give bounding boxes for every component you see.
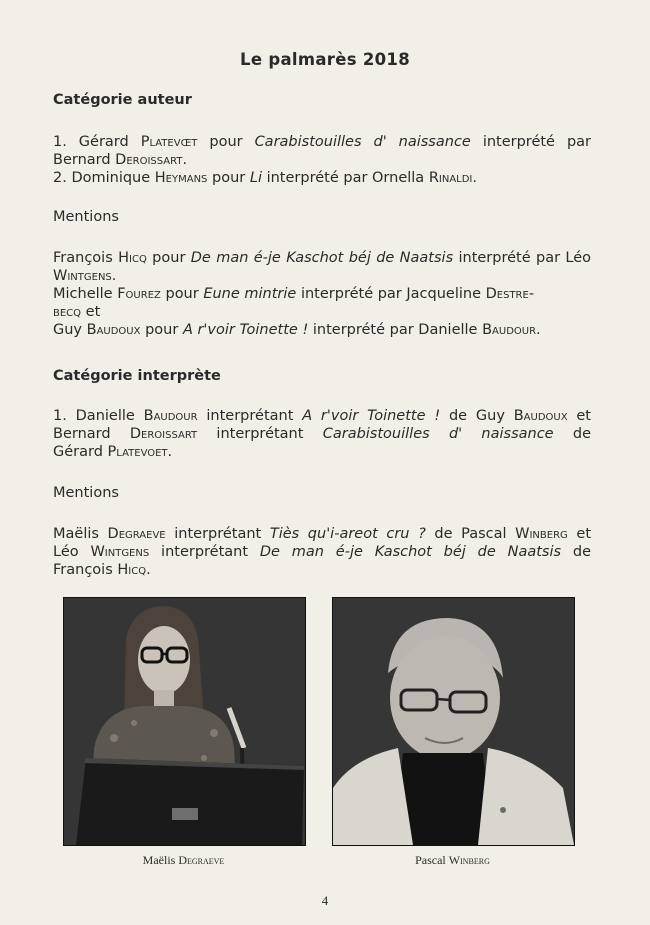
interpreter-category-heading: Catégorie interprète (53, 368, 221, 384)
author-winners-list (53, 133, 591, 187)
caption-right: Pascal Winberg (415, 853, 490, 867)
author-winner-2: 2. Dominique Heymans pour Li interprété par Ornella Rinaldi. (53, 170, 477, 186)
photo-maelis-degraeve (63, 597, 306, 846)
author-mention-3: Guy Baudoux pour A r'voir Toinette ! interprété par Danielle Baudour. (53, 322, 541, 338)
photo-pascal-winberg (332, 597, 575, 846)
author-mentions-heading: Mentions (53, 209, 119, 225)
interpreter-mentions-heading: Mentions (53, 485, 119, 501)
page-title: Le palmarès 2018 (240, 50, 410, 69)
author-mention-1: François Hicq pour De man é-je Kaschot béj de Naatsis interprété par Léo Wintgens. (53, 250, 592, 284)
interpreter-winner: 1. Danielle Baudour interprétant A r'voir Toinette ! de Guy Baudoux et Bernard Deroissart interprétant Carabistouilles d' naissance de Gérard Platevoet. (53, 408, 592, 460)
page-number: 4 (321, 893, 329, 908)
author-category-heading: Catégorie auteur (53, 92, 192, 108)
author-mention-2: Michelle Fourez pour Eune mintrie interprété par Jacqueline Destre- becq et (53, 286, 535, 320)
author-winner-1: 1. Gérard Platevœt pour Carabistouilles d' naissance interprété par Bernard Deroissart. (53, 134, 591, 168)
interpreter-mentions: Maëlis Degraeve interprétant Tiès qu'i-areot cru ? de Pascal Winberg et Léo Wintgens interprétant De man é-je Kaschot béj de Naatsis de François Hicq. (53, 526, 592, 578)
photo-man-with-glasses (333, 598, 574, 845)
caption-left: Maëlis Degraeve (142, 853, 225, 867)
photo-woman-at-lectern (64, 598, 305, 845)
author-mentions-list (53, 249, 591, 339)
